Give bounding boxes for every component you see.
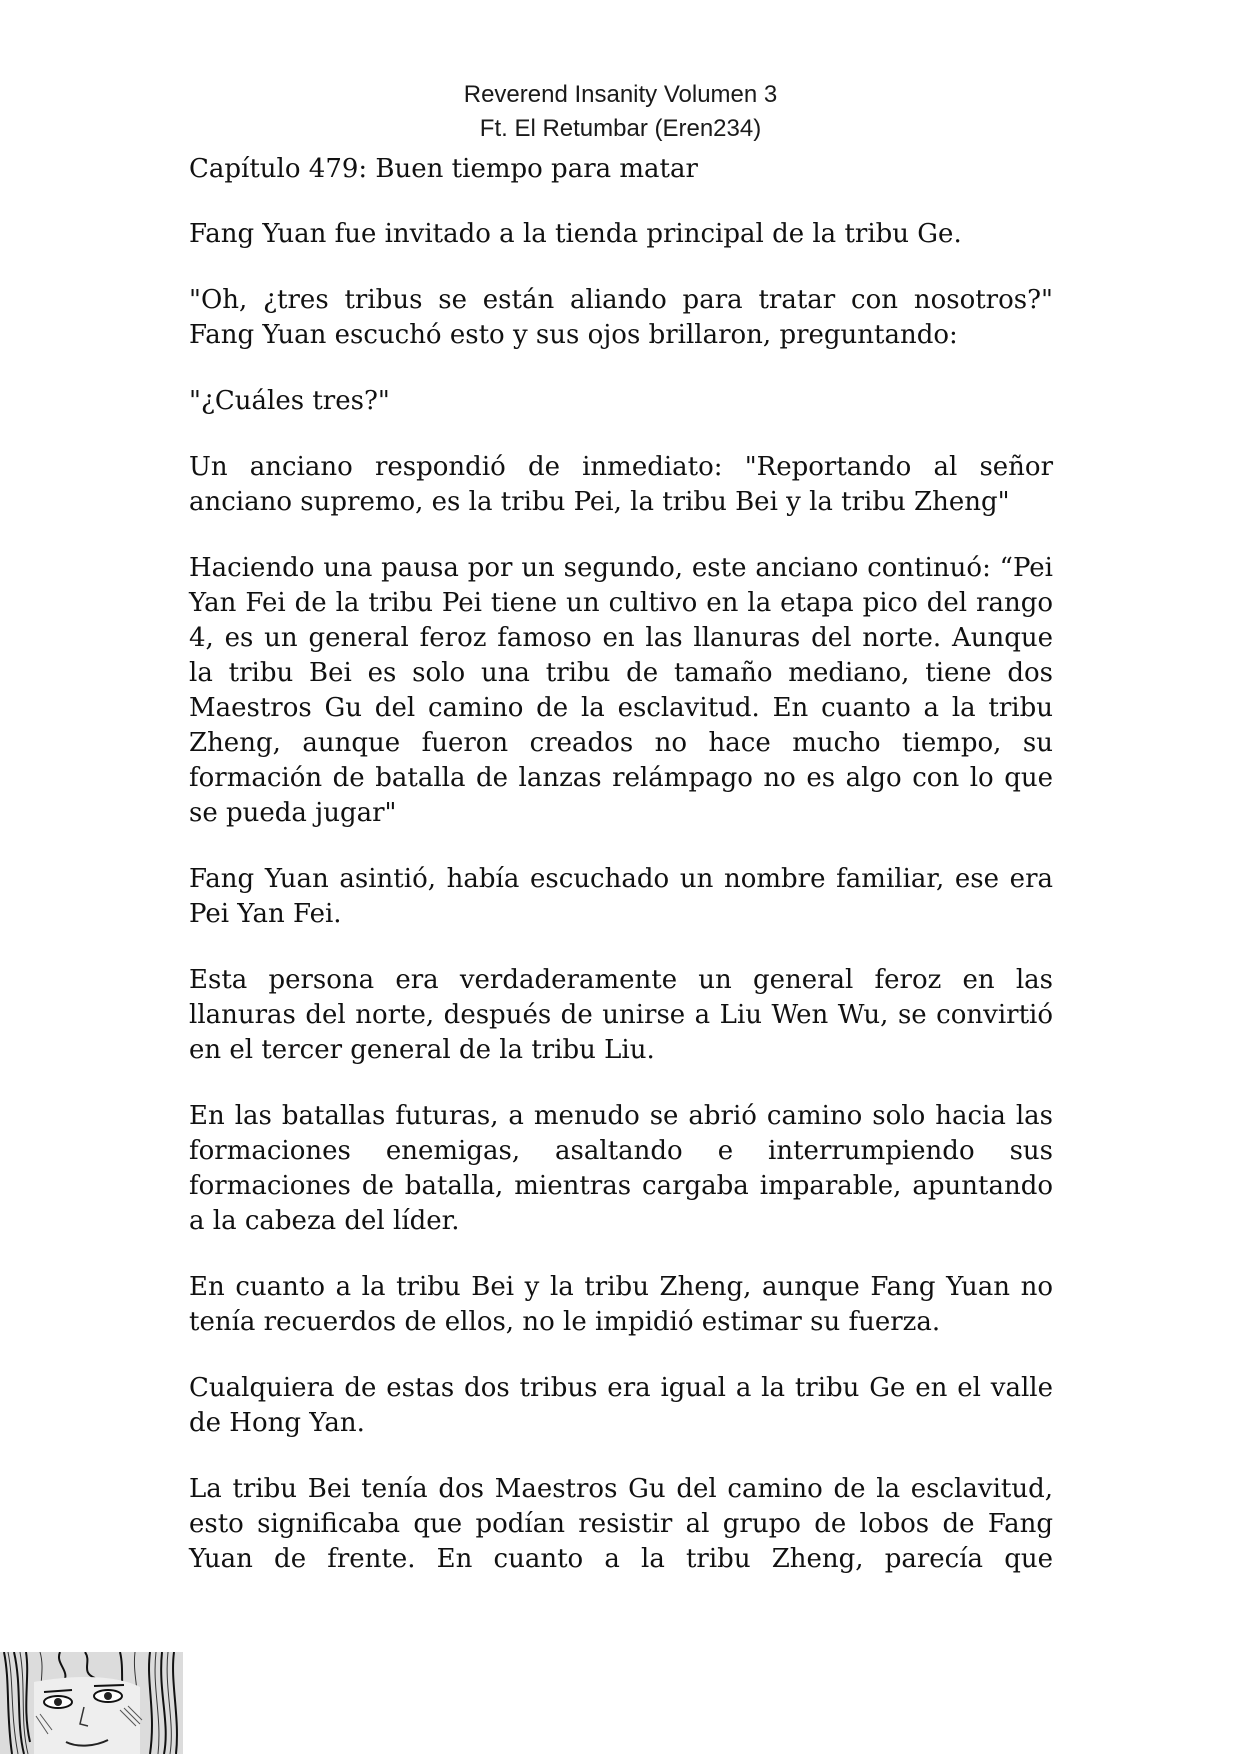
chapter-body	[189, 152, 1053, 1577]
header-credit: Ft. El Retumbar (Eren234)	[479, 115, 762, 142]
eye-right	[94, 1690, 122, 1702]
paragraph: Cualquiera de estas dos tribus era igual a la tribu Ge en el valle de Hong Yan.	[189, 1373, 1053, 1438]
paragraph: Esta persona era verdaderamente un general feroz en las llanuras del norte, después de unirse a Liu Wen Wu, se convirtió en el tercer general de la tribu Liu.	[189, 965, 1053, 1065]
manga-character-illustration	[0, 1652, 183, 1754]
paragraph: En cuanto a la tribu Bei y la tribu Zheng, aunque Fang Yuan no tenía recuerdos de ellos, no le impidió estimar su fuerza.	[189, 1272, 1053, 1337]
running-header	[0, 78, 1241, 146]
paragraph: La tribu Bei tenía dos Maestros Gu del camino de la esclavitud, esto significaba que podían resistir al grupo de lobos de Fang Yuan de frente. En cuanto a la tribu Zheng, parecía que	[189, 1474, 1053, 1574]
paragraph: En las batallas futuras, a menudo se abrió camino solo hacia las formaciones enemigas, asaltando e interrumpiendo sus formaciones de batalla, mientras cargaba imparable, apuntando a la cabeza del líder.	[189, 1101, 1053, 1236]
paragraph: Fang Yuan asintió, había escuchado un nombre familiar, ese era Pei Yan Fei.	[189, 864, 1053, 929]
header-book-title: Reverend Insanity Volumen 3	[463, 81, 778, 108]
paragraph: "¿Cuáles tres?"	[189, 386, 390, 416]
eye-left	[44, 1696, 72, 1708]
paragraph: "Oh, ¿tres tribus se están aliando para tratar con nosotros?" Fang Yuan escuchó esto y sus ojos brillaron, preguntando:	[189, 285, 1053, 350]
chapter-title: Capítulo 479: Buen tiempo para matar	[189, 154, 698, 184]
paragraph: Fang Yuan fue invitado a la tienda principal de la tribu Ge.	[189, 219, 962, 249]
paragraph: Un anciano respondió de inmediato: "Reportando al señor anciano supremo, es la tribu Pei, la tribu Bei y la tribu Zheng"	[189, 452, 1053, 517]
paragraph: Haciendo una pausa por un segundo, este anciano continuó: “Pei Yan Fei de la tribu Pei tiene un cultivo en la etapa pico del rango 4, es un general feroz famoso en las llanuras del norte. Aunque la tribu Bei es solo una tribu de tamaño mediano, tiene dos Maestros Gu del camino de la esclavitud. En cuanto a la tribu Zheng, aunque fueron creados no hace mucho tiempo, su formación de batalla de lanzas relámpago no es algo con lo que se pueda jugar"	[189, 553, 1053, 828]
